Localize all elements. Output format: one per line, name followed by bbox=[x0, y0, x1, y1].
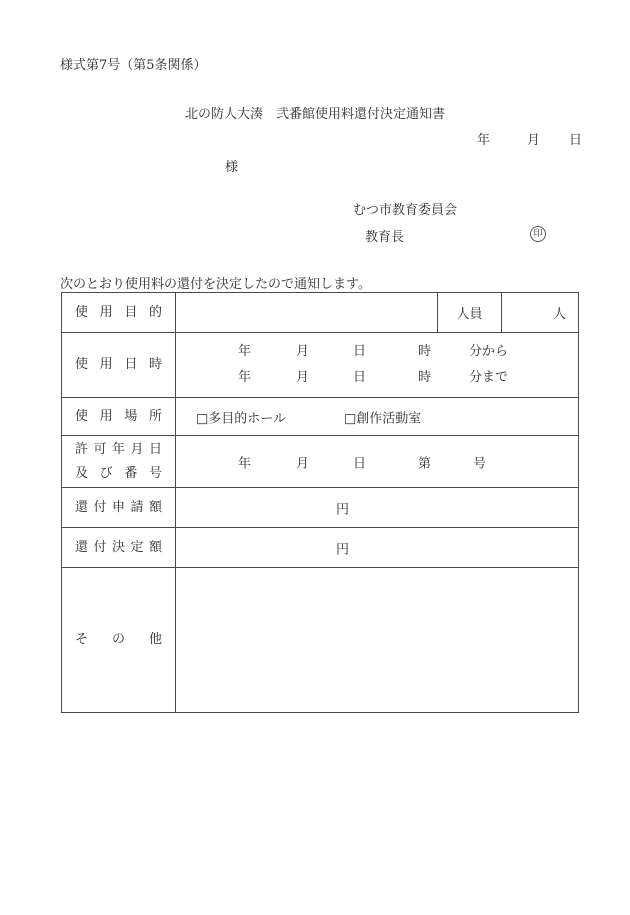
table-row-permit bbox=[62, 436, 579, 488]
hour-label: 時 bbox=[418, 370, 432, 385]
datetime-value-cell bbox=[176, 333, 579, 398]
refund-applied-value-cell bbox=[176, 488, 579, 528]
day-label: 日 bbox=[353, 370, 367, 385]
number-prefix-label: 第 bbox=[418, 456, 432, 471]
addressee-honorific: 様 bbox=[225, 160, 239, 175]
issuer-title: 教育長 bbox=[365, 230, 405, 245]
seal-icon bbox=[530, 226, 546, 242]
checkbox-icon: □ bbox=[196, 411, 209, 426]
capacity-label: 人員 bbox=[438, 293, 502, 333]
row-label-refund-applied: 還付申請額 bbox=[62, 488, 176, 528]
other-value-cell bbox=[176, 568, 579, 713]
day-label: 日 bbox=[353, 456, 367, 471]
year-label: 年 bbox=[238, 456, 252, 471]
table-row-other bbox=[62, 568, 579, 713]
minute-to-label: 分まで bbox=[469, 370, 509, 385]
row-label-other: その他 bbox=[62, 568, 176, 713]
place-value-cell bbox=[176, 398, 579, 436]
permit-value-cell bbox=[176, 436, 579, 488]
date-year-label: 年 bbox=[477, 133, 491, 148]
table-row-datetime bbox=[62, 333, 579, 398]
table-row-refund-applied bbox=[62, 488, 579, 528]
table-row-purpose bbox=[62, 293, 579, 333]
month-label: 月 bbox=[296, 344, 310, 359]
seal-character: 印 bbox=[533, 228, 543, 239]
row-label-permit-line1: 許可年月日 bbox=[75, 441, 162, 457]
body-text: 次のとおり使用料の還付を決定したので通知します。 bbox=[60, 277, 371, 292]
refund-decided-value-cell bbox=[176, 528, 579, 568]
minute-from-label: 分から bbox=[469, 344, 509, 359]
year-label: 年 bbox=[238, 344, 252, 359]
number-suffix-label: 号 bbox=[473, 456, 487, 471]
place-option-craft-room-label: 創作活動室 bbox=[356, 411, 422, 426]
form-table bbox=[61, 292, 579, 713]
place-option-craft-room bbox=[344, 407, 421, 426]
row-label-refund-decided: 還付決定額 bbox=[62, 528, 176, 568]
purpose-value-cell bbox=[176, 293, 438, 333]
document-title: 北の防人大湊 弐番館使用料還付決定通知書 bbox=[184, 107, 445, 122]
row-label-purpose: 使用目的 bbox=[62, 293, 176, 333]
day-label: 日 bbox=[353, 344, 367, 359]
datetime-lines bbox=[176, 345, 578, 385]
checkbox-icon: □ bbox=[344, 411, 357, 426]
row-label-place: 使用場所 bbox=[62, 398, 176, 436]
yen-unit-label: 円 bbox=[336, 502, 350, 517]
place-option-hall bbox=[196, 407, 286, 426]
yen-unit-label: 円 bbox=[336, 542, 350, 557]
date-line bbox=[0, 129, 630, 148]
datetime-line-from bbox=[176, 345, 578, 359]
table-row-place bbox=[62, 398, 579, 436]
year-label: 年 bbox=[238, 370, 252, 385]
date-day-label: 日 bbox=[569, 133, 583, 148]
issuer-organization: むつ市教育委員会 bbox=[353, 203, 458, 218]
row-label-permit-line2: 及び番号 bbox=[75, 465, 162, 481]
month-label: 月 bbox=[296, 456, 310, 471]
row-label-permit bbox=[62, 436, 176, 488]
date-month-label: 月 bbox=[527, 133, 541, 148]
capacity-unit: 人 bbox=[502, 293, 579, 333]
place-option-hall-label: 多目的ホール bbox=[208, 411, 287, 426]
month-label: 月 bbox=[296, 370, 310, 385]
row-label-datetime: 使用日時 bbox=[62, 333, 176, 398]
form-number: 様式第7号（第5条関係） bbox=[60, 58, 207, 73]
table-row-refund-decided bbox=[62, 528, 579, 568]
hour-label: 時 bbox=[418, 344, 432, 359]
datetime-line-to bbox=[176, 371, 578, 385]
